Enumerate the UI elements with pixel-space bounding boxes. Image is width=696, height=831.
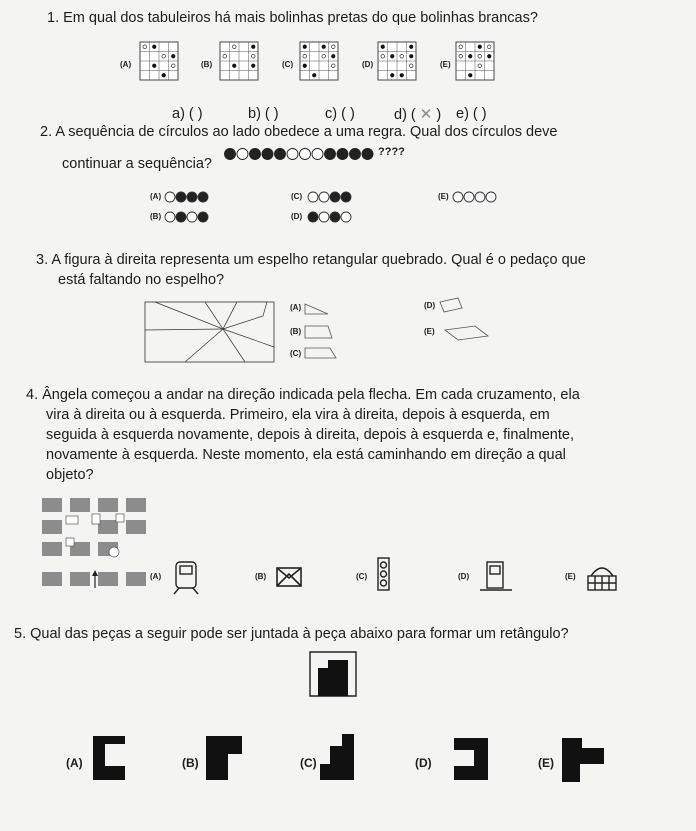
q1-board-a xyxy=(140,42,178,80)
q2-sequence-suffix: ???? xyxy=(378,146,405,158)
q1-board-e xyxy=(456,42,494,80)
option-circle xyxy=(176,192,186,202)
option-circle xyxy=(165,212,175,222)
q2-option-c-label[interactable]: (C) xyxy=(291,192,303,201)
q4-object-icons xyxy=(0,548,696,608)
option-circle xyxy=(453,192,463,202)
q1-answer-d-close: ) xyxy=(436,107,442,123)
option-circle xyxy=(341,192,351,202)
pencil-cross-mark: ✕ xyxy=(419,105,433,123)
q5-piece-d xyxy=(454,738,488,780)
sequence-circle xyxy=(337,149,348,160)
option-circle xyxy=(198,192,208,202)
option-circle xyxy=(187,192,197,202)
q2-option-a-label[interactable]: (A) xyxy=(150,192,162,201)
q3-piece-shapes xyxy=(0,296,696,376)
q1-answer-d-label: d) ( xyxy=(394,107,416,123)
q5-option-b-label[interactable]: (B) xyxy=(182,756,199,770)
q1-answer-a[interactable]: a) ( ) xyxy=(172,106,203,122)
q5-piece-e xyxy=(562,738,604,782)
option-circle xyxy=(198,212,208,222)
q5-option-e-label[interactable]: (E) xyxy=(538,756,554,770)
envelope-icon xyxy=(277,568,301,586)
sequence-circle xyxy=(225,149,236,160)
question-4-line-1: 4. Ângela começou a andar na direção indicada pela flecha. Em cada cruzamento, ela xyxy=(26,387,580,403)
q1-board-label-d: (D) xyxy=(362,60,374,69)
q5-piece-shapes xyxy=(0,640,696,830)
question-2-text-2: continuar a sequência? xyxy=(62,156,212,172)
question-4-line-3: seguida à esquerda novamente, depois à direita, depois à esquerda e, finalmente, xyxy=(46,427,574,443)
q5-option-c-label[interactable]: (C) xyxy=(300,756,317,770)
option-circle xyxy=(341,212,351,222)
sequence-circle xyxy=(250,149,261,160)
option-circle xyxy=(319,192,329,202)
option-circle xyxy=(475,192,485,202)
q1-answer-e[interactable]: e) ( ) xyxy=(456,106,487,122)
sequence-circle xyxy=(325,149,336,160)
q1-boards xyxy=(0,0,696,120)
q5-reference-piece xyxy=(318,660,348,696)
q1-answer-b[interactable]: b) ( ) xyxy=(248,106,279,122)
question-2-text: 2. A sequência de círculos ao lado obedece a uma regra. Qual dos círculos deve xyxy=(40,124,558,140)
train-icon xyxy=(174,562,198,594)
sequence-circle xyxy=(262,149,273,160)
sequence-circle xyxy=(350,149,361,160)
basket-icon xyxy=(588,568,616,590)
q3-option-d-label[interactable]: (D) xyxy=(424,301,436,310)
option-circle xyxy=(165,192,175,202)
q1-board-c xyxy=(300,42,338,80)
q1-board-d xyxy=(378,42,416,80)
question-4-line-5: objeto? xyxy=(46,467,94,483)
question-5-text: 5. Qual das peças a seguir pode ser juntada à peça abaixo para formar um retângulo? xyxy=(14,626,569,642)
q4-option-a-label[interactable]: (A) xyxy=(150,572,162,581)
q3-piece-a xyxy=(305,304,328,314)
q1-board-b xyxy=(220,42,258,80)
q4-option-b-label[interactable]: (B) xyxy=(255,572,267,581)
q3-piece-e xyxy=(445,326,488,340)
q2-option-e-label[interactable]: (E) xyxy=(438,192,449,201)
q3-option-c-label[interactable]: (C) xyxy=(290,349,302,358)
q1-answer-c[interactable]: c) ( ) xyxy=(325,106,355,122)
sequence-circle xyxy=(237,149,248,160)
sequence-circle xyxy=(287,149,298,160)
q5-piece-a xyxy=(93,736,125,780)
sequence-circle xyxy=(312,149,323,160)
option-circle xyxy=(330,192,340,202)
q4-option-e-label[interactable]: (E) xyxy=(565,572,576,581)
question-3-text: 3. A figura à direita representa um espelho retangular quebrado. Qual é o pedaço que xyxy=(36,252,586,268)
q5-piece-c xyxy=(320,734,354,780)
q3-option-a-label[interactable]: (A) xyxy=(290,303,302,312)
q4-option-c-label[interactable]: (C) xyxy=(356,572,368,581)
sequence-circle xyxy=(275,149,286,160)
option-circle xyxy=(308,192,318,202)
q3-piece-b xyxy=(305,326,332,338)
option-circle xyxy=(464,192,474,202)
q4-option-d-label[interactable]: (D) xyxy=(458,572,470,581)
option-circle xyxy=(319,212,329,222)
traffic-light-icon xyxy=(378,558,389,590)
q2-option-b-label[interactable]: (B) xyxy=(150,212,162,221)
option-circle xyxy=(187,212,197,222)
question-4-line-2: vira à direita ou à esquerda. Primeiro, ela vira à direita, depois à esquerda, em xyxy=(46,407,550,423)
sequence-circle xyxy=(362,149,373,160)
q3-piece-d xyxy=(440,298,462,312)
q3-option-b-label[interactable]: (B) xyxy=(290,327,302,336)
q1-board-label-b: (B) xyxy=(201,60,213,69)
q2-option-d-label[interactable]: (D) xyxy=(291,212,303,221)
q5-option-d-label[interactable]: (D) xyxy=(415,756,432,770)
option-circle xyxy=(330,212,340,222)
q5-option-a-label[interactable]: (A) xyxy=(66,756,83,770)
q2-option-circles xyxy=(0,180,696,240)
option-circle xyxy=(176,212,186,222)
q3-option-e-label[interactable]: (E) xyxy=(424,327,435,336)
q1-board-label-a: (A) xyxy=(120,60,132,69)
q3-piece-c xyxy=(305,348,336,358)
q1-board-label-e: (E) xyxy=(440,60,451,69)
q5-piece-b xyxy=(206,736,242,780)
question-1-text: 1. Em qual dos tabuleiros há mais bolinhas pretas do que bolinhas brancas? xyxy=(47,10,538,26)
sequence-circle xyxy=(300,149,311,160)
question-3-text-2: está faltando no espelho? xyxy=(58,272,225,288)
question-4-line-4: novamente à esquerda. Neste momento, ela está caminhando em direção a qual xyxy=(46,447,566,463)
option-circle xyxy=(486,192,496,202)
q1-board-label-c: (C) xyxy=(282,60,294,69)
phone-booth-icon xyxy=(480,562,512,590)
option-circle xyxy=(308,212,318,222)
